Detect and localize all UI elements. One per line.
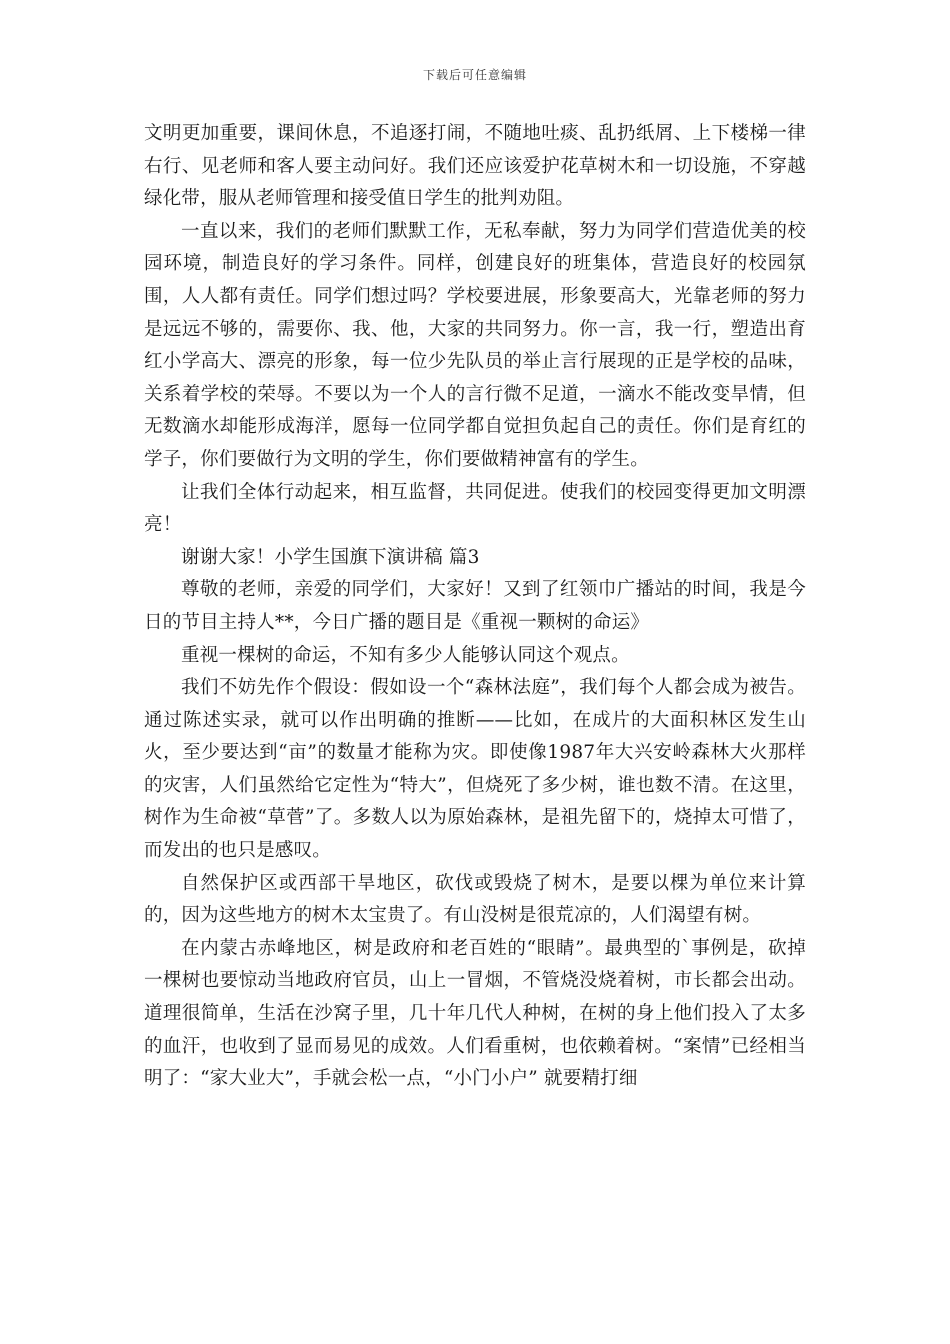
- paragraph-3: 让我们全体行动起来，相互监督，共同促进。使我们的校园变得更加文明漂亮！: [144, 481, 806, 536]
- paragraph-9: 在内蒙古赤峰地区，树是政府和老百姓的“眼睛”。最典型的`事例是，砍掉一棵树也要惊动当地政府官员，山上一冒烟，不管烧没烧着树，市长都会出动。道理很简单，生活在沙窝子里，几十年几代人种树，在树的身上他们投入了太多的血汗，也收到了显而易见的成效。人们看重树，也依赖着树。“案情”已经相当明了：“家大业大”，手就会松一点，“小门小户” 就要精打细: [144, 937, 806, 1090]
- paragraph-6: 重视一棵树的命运，不知有多少人能够认同这个观点。: [181, 644, 630, 666]
- paragraph-5: 尊敬的老师，亲爱的同学们，大家好！又到了红领巾广播站的时间，我是今日的节目主持人**，今日广播的题目是《重视一颗树的命运》: [144, 579, 806, 633]
- paragraph-7: 我们不妨先作个假设：假如设一个“森林法庭”，我们每个人都会成为被告。通过陈述实录，就可以作出明确的推断——比如，在成片的大面积林区发生山火，至少要达到“亩”的数量才能称为灾。即使像1987年大兴安岭森林大火那样的灾害，人们虽然给它定性为“特大”，但烧死了多少树，谁也数不清。在这里，树作为生命被“草菅”了。多数人以为原始森林，是祖先留下的，烧掉太可惜了，而发出的也只是感叹。: [144, 677, 806, 862]
- paragraph-1: 文明更加重要，课间休息，不追逐打闹，不随地吐痰、乱扔纸屑、上下楼梯一律右行、见老师和客人要主动问好。我们还应该爱护花草树木和一切设施，不穿越绿化带，服从老师管理和接受值日学生的批判劝阻。: [144, 123, 806, 210]
- section-heading: 谢谢大家！小学生国旗下演讲稿 篇3: [181, 546, 480, 568]
- paragraph-2: 一直以来，我们的老师们默默工作，无私奉献，努力为同学们营造优美的校园环境，制造良好的学习条件。同样，创建良好的班集体，营造良好的校园氛围，人人都有责任。同学们想过吗？学校要进展，形象要高大，光靠老师的努力是远远不够的，需要你、我、他，大家的共同努力。你一言，我一行，塑造出育红小学高大、漂亮的形象，每一位少先队员的举止言行展现的正是学校的品味，关系着学校的荣辱。不要以为一个人的言行微不足道，一滴水不能改变旱情，但无数滴水却能形成海洋，愿每一位同学都自觉担负起自己的责任。你们是育红的学子，你们要做行为文明的学生，你们要做精神富有的学生。: [144, 220, 806, 470]
- page-header: 下载后可任意编辑: [422, 68, 527, 82]
- document-body: [144, 118, 806, 1096]
- paragraph-8: 自然保护区或西部干旱地区，砍伐或毁烧了树木，是要以棵为单位来计算的，因为这些地方的树木太宝贵了。有山没树是很荒凉的，人们渴望有树。: [144, 872, 806, 927]
